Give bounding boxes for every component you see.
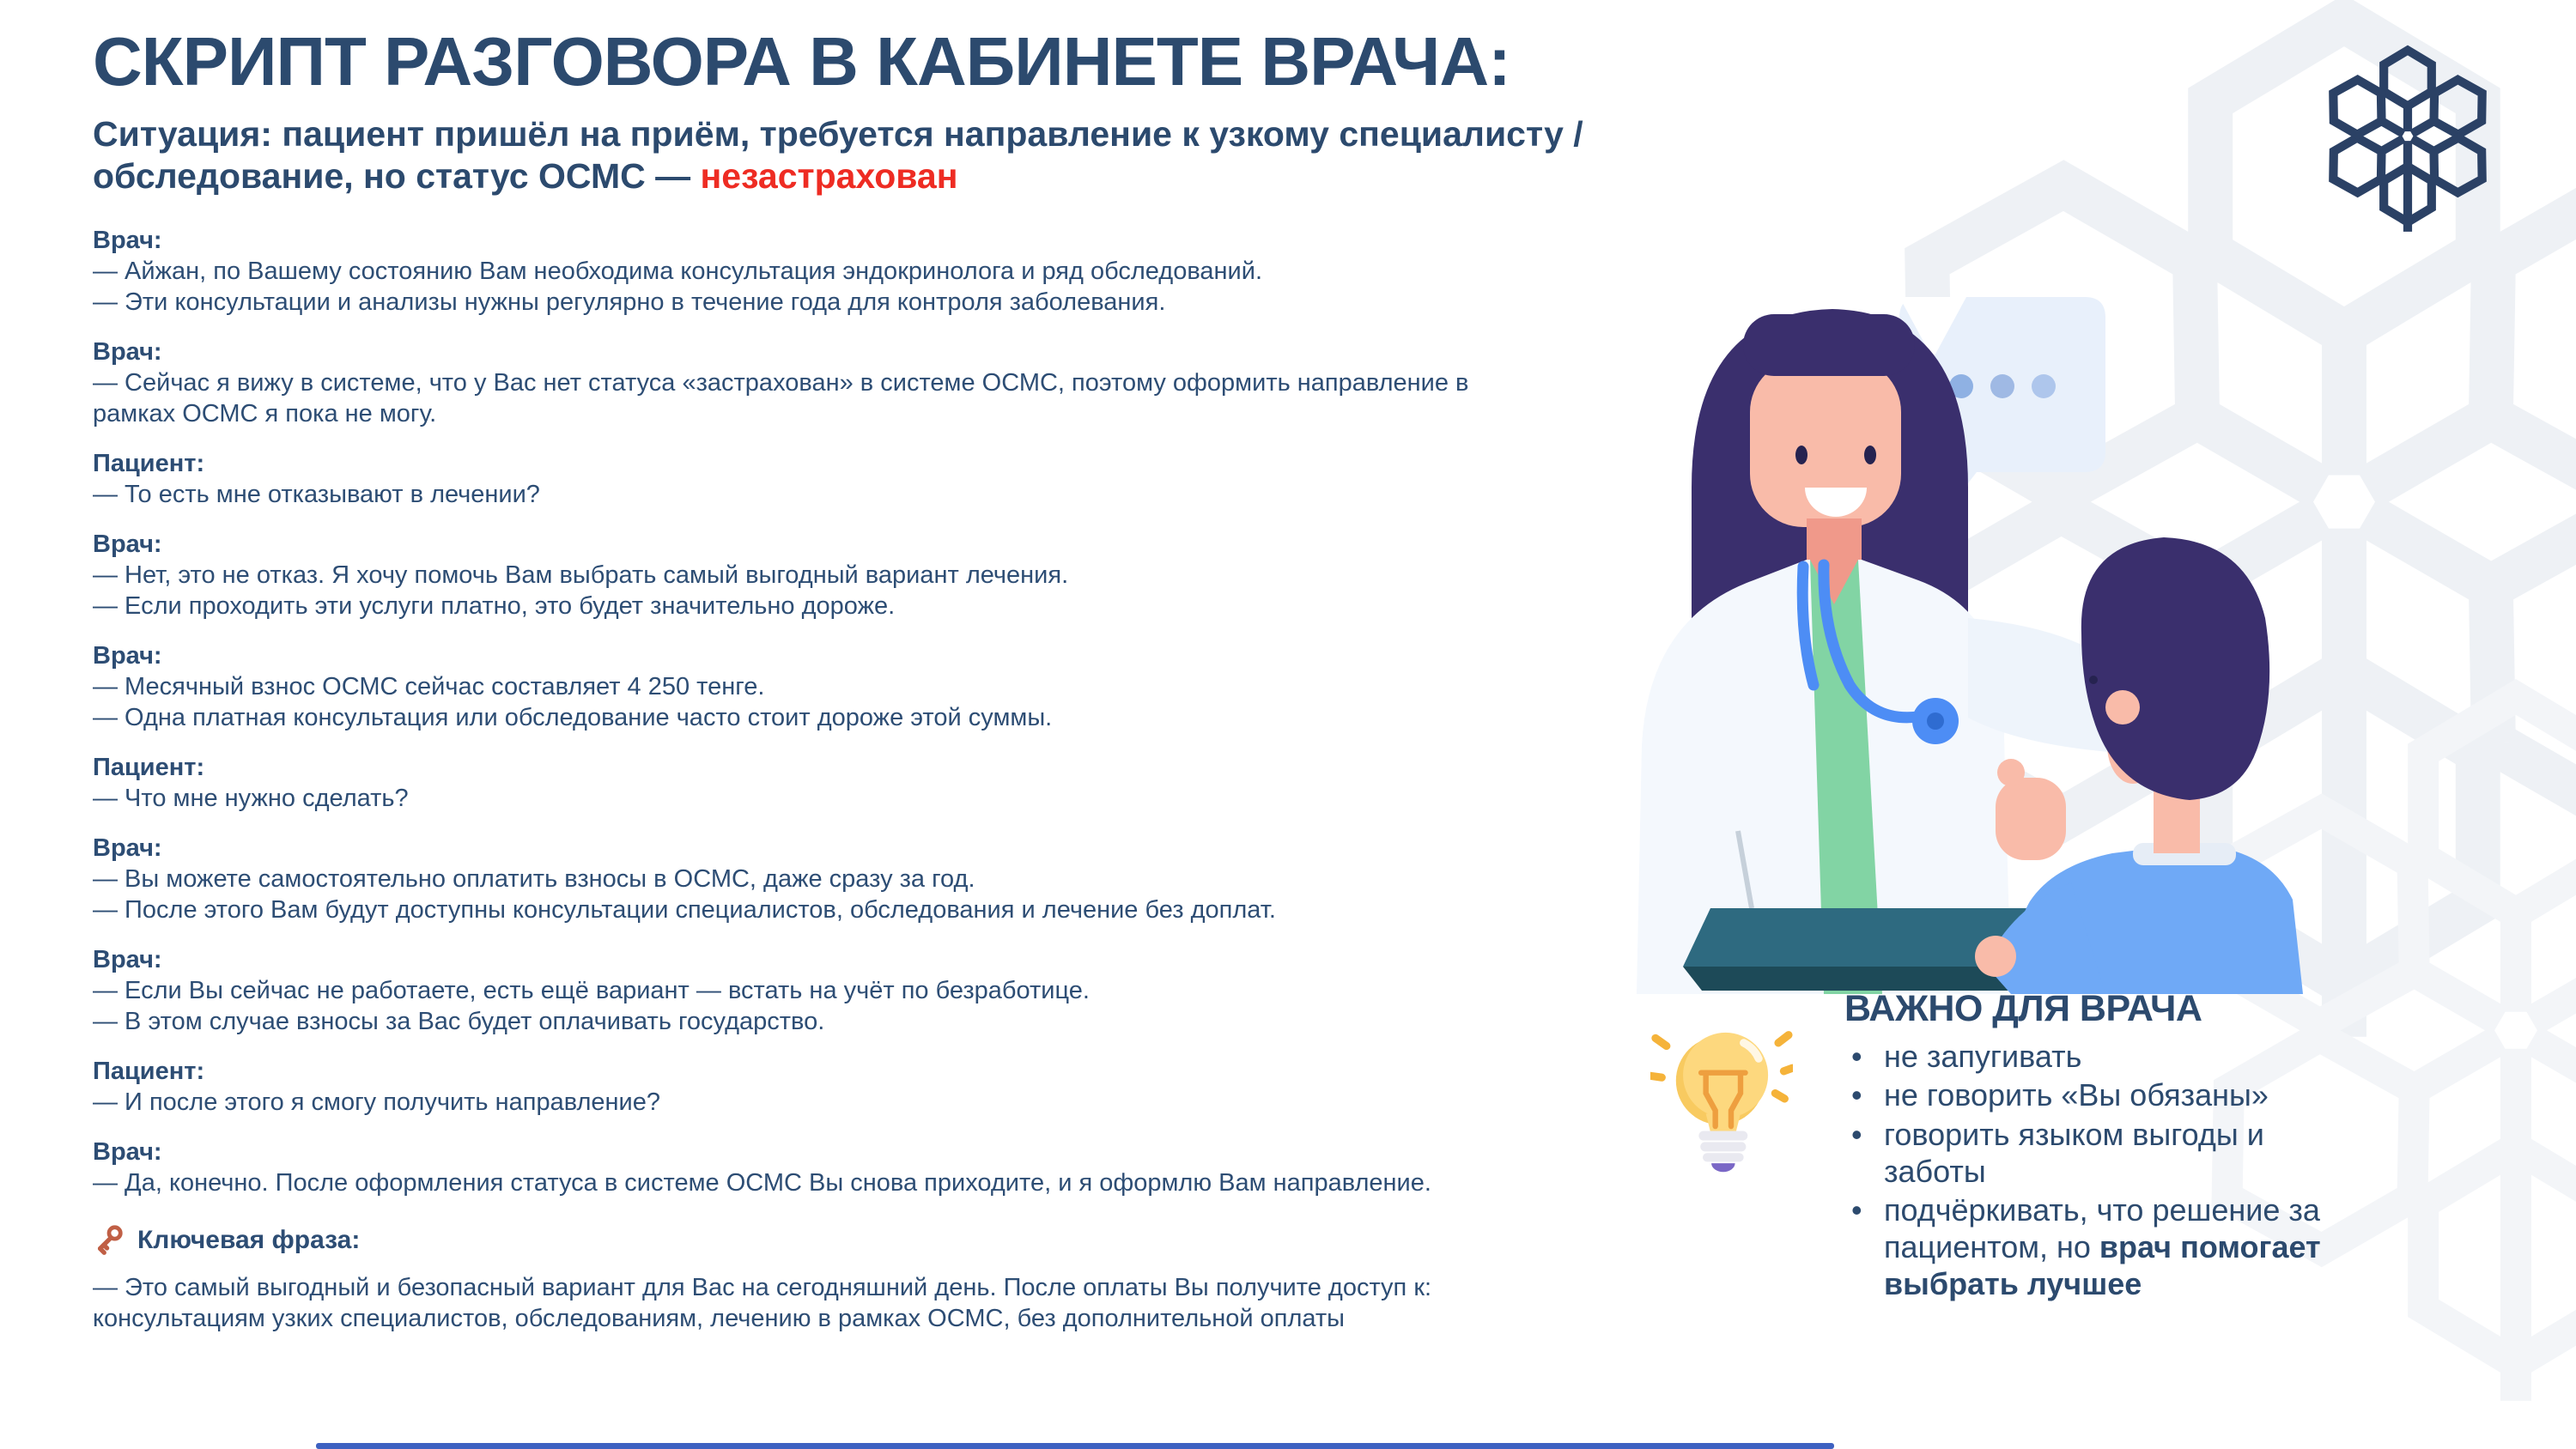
bullet-text: говорить языком выгоды и заботы xyxy=(1884,1116,2264,1189)
important-bullet xyxy=(1844,1191,2347,1303)
dialogue-block xyxy=(93,1056,1501,1118)
important-bullet xyxy=(1844,1038,2347,1075)
dialogue-line: — Нет, это не отказ. Я хочу помочь Вам выбрать самый выгодный вариант лечения. xyxy=(93,561,1069,589)
dialogue-block xyxy=(93,529,1501,621)
doctor-patient-illustration xyxy=(1607,230,2543,994)
dialogue-block xyxy=(93,1137,1501,1198)
key-phrase-header xyxy=(93,1224,1501,1257)
dialogue-speaker: Пациент: xyxy=(93,754,205,781)
company-logo-icon xyxy=(2308,34,2507,241)
important-title: ВАЖНО ДЛЯ ВРАЧА xyxy=(1844,988,2202,1029)
dialogue-column xyxy=(93,225,1501,1334)
dialogue-line: — Вы можете самостоятельно оплатить взносы в ОСМС, даже сразу за год. xyxy=(93,865,975,893)
dialogue-speaker: Врач: xyxy=(93,1138,162,1166)
dialogue-line: — Если проходить эти услуги платно, это будет значительно дороже. xyxy=(93,592,896,620)
dialogue-speaker: Врач: xyxy=(93,946,162,973)
dialogue-speaker: Врач: xyxy=(93,642,162,670)
bullet-text: не запугивать xyxy=(1884,1039,2082,1075)
dialogue-line: — Что мне нужно сделать? xyxy=(93,785,409,812)
uninsured-status-highlight: незастрахован xyxy=(700,156,958,197)
situation-text: Ситуация: пациент пришёл на приём, требуется направление к узкому специалисту / обследование, но статус ОСМС — xyxy=(93,114,1583,197)
dialogue-block xyxy=(93,752,1501,814)
dialogue-speaker: Пациент: xyxy=(93,1058,205,1085)
lightbulb-icon xyxy=(1650,1013,1793,1174)
dialogue-speaker: Врач: xyxy=(93,338,162,366)
dialogue-line: — Если Вы сейчас не работаете, есть ещё вариант — встать на учёт по безработице. xyxy=(93,977,1090,1004)
dialogue-line: — Да, конечно. После оформления статуса в системе ОСМС Вы снова приходите, и я оформлю Вам направление. xyxy=(93,1169,1431,1197)
patient-figure xyxy=(1975,537,2303,994)
important-for-doctor-panel xyxy=(1844,989,2394,1305)
important-bullet xyxy=(1844,1076,2347,1113)
dialogue-line: — После этого Вам будут доступны консультации специалистов, обследования и лечение без доплат. xyxy=(93,896,1276,924)
dialogue-speaker: Врач: xyxy=(93,227,162,254)
dialogue-line: — Месячный взнос ОСМС сейчас составляет 4 250 тенге. xyxy=(93,673,765,700)
header xyxy=(93,23,1724,197)
situation-subtitle xyxy=(93,113,1690,197)
dialogue-line: — Эти консультации и анализы нужны регулярно в течение года для контроля заболевания. xyxy=(93,288,1166,316)
dialogue-block xyxy=(93,336,1501,429)
dialogue-block xyxy=(93,225,1501,318)
bullet-text: подчёркивать, что решение за пациентом, но xyxy=(1884,1192,2320,1265)
dialogue-block xyxy=(93,833,1501,925)
key-phrase-label: Ключевая фраза: xyxy=(137,1226,361,1254)
dialogue-line: — В этом случае взносы за Вас будет оплачивать государство. xyxy=(93,1008,825,1035)
dialogue-line: — То есть мне отказывают в лечении? xyxy=(93,481,540,508)
key-icon xyxy=(93,1224,125,1257)
dialogue-list xyxy=(93,225,1501,1198)
dialogue-line: — Одна платная консультация или обследование часто стоит дороже этой суммы. xyxy=(93,704,1053,731)
dialogue-line: — И после этого я смогу получить направление? xyxy=(93,1088,660,1116)
dialogue-speaker: Врач: xyxy=(93,530,162,558)
dialogue-block xyxy=(93,944,1501,1037)
key-phrase-text: — Это самый выгодный и безопасный вариант для Вас на сегодняшний день. После оплаты Вы получите доступ к: консультациям узких специалистов, обследованиям, лечению в рамках ОСМС, без дополнительной оплаты xyxy=(93,1274,1432,1332)
bullet-bold-text: врач помогает выбрать лучшее xyxy=(1884,1229,2321,1302)
dialogue-line: — Айжан, по Вашему состоянию Вам необходима консультация эндокринолога и ряд обследований. xyxy=(93,258,1263,285)
bullet-text: не говорить «Вы обязаны» xyxy=(1884,1077,2269,1113)
dialogue-block xyxy=(93,640,1501,733)
important-bullet-list xyxy=(1844,1038,2347,1302)
dialogue-speaker: Врач: xyxy=(93,834,162,862)
key-phrase-section xyxy=(93,1224,1501,1334)
important-bullet xyxy=(1844,1116,2347,1190)
bottom-accent-bar xyxy=(316,1443,1834,1449)
dialogue-block xyxy=(93,448,1501,510)
dialogue-speaker: Пациент: xyxy=(93,450,205,477)
dialogue-line: — Сейчас я вижу в системе, что у Вас нет статуса «застрахован» в системе ОСМС, поэтому оформить направление в рамках ОСМС я пока не могу. xyxy=(93,369,1469,427)
page-title: СКРИПТ РАЗГОВОРА В КАБИНЕТЕ ВРАЧА: xyxy=(93,23,1510,100)
